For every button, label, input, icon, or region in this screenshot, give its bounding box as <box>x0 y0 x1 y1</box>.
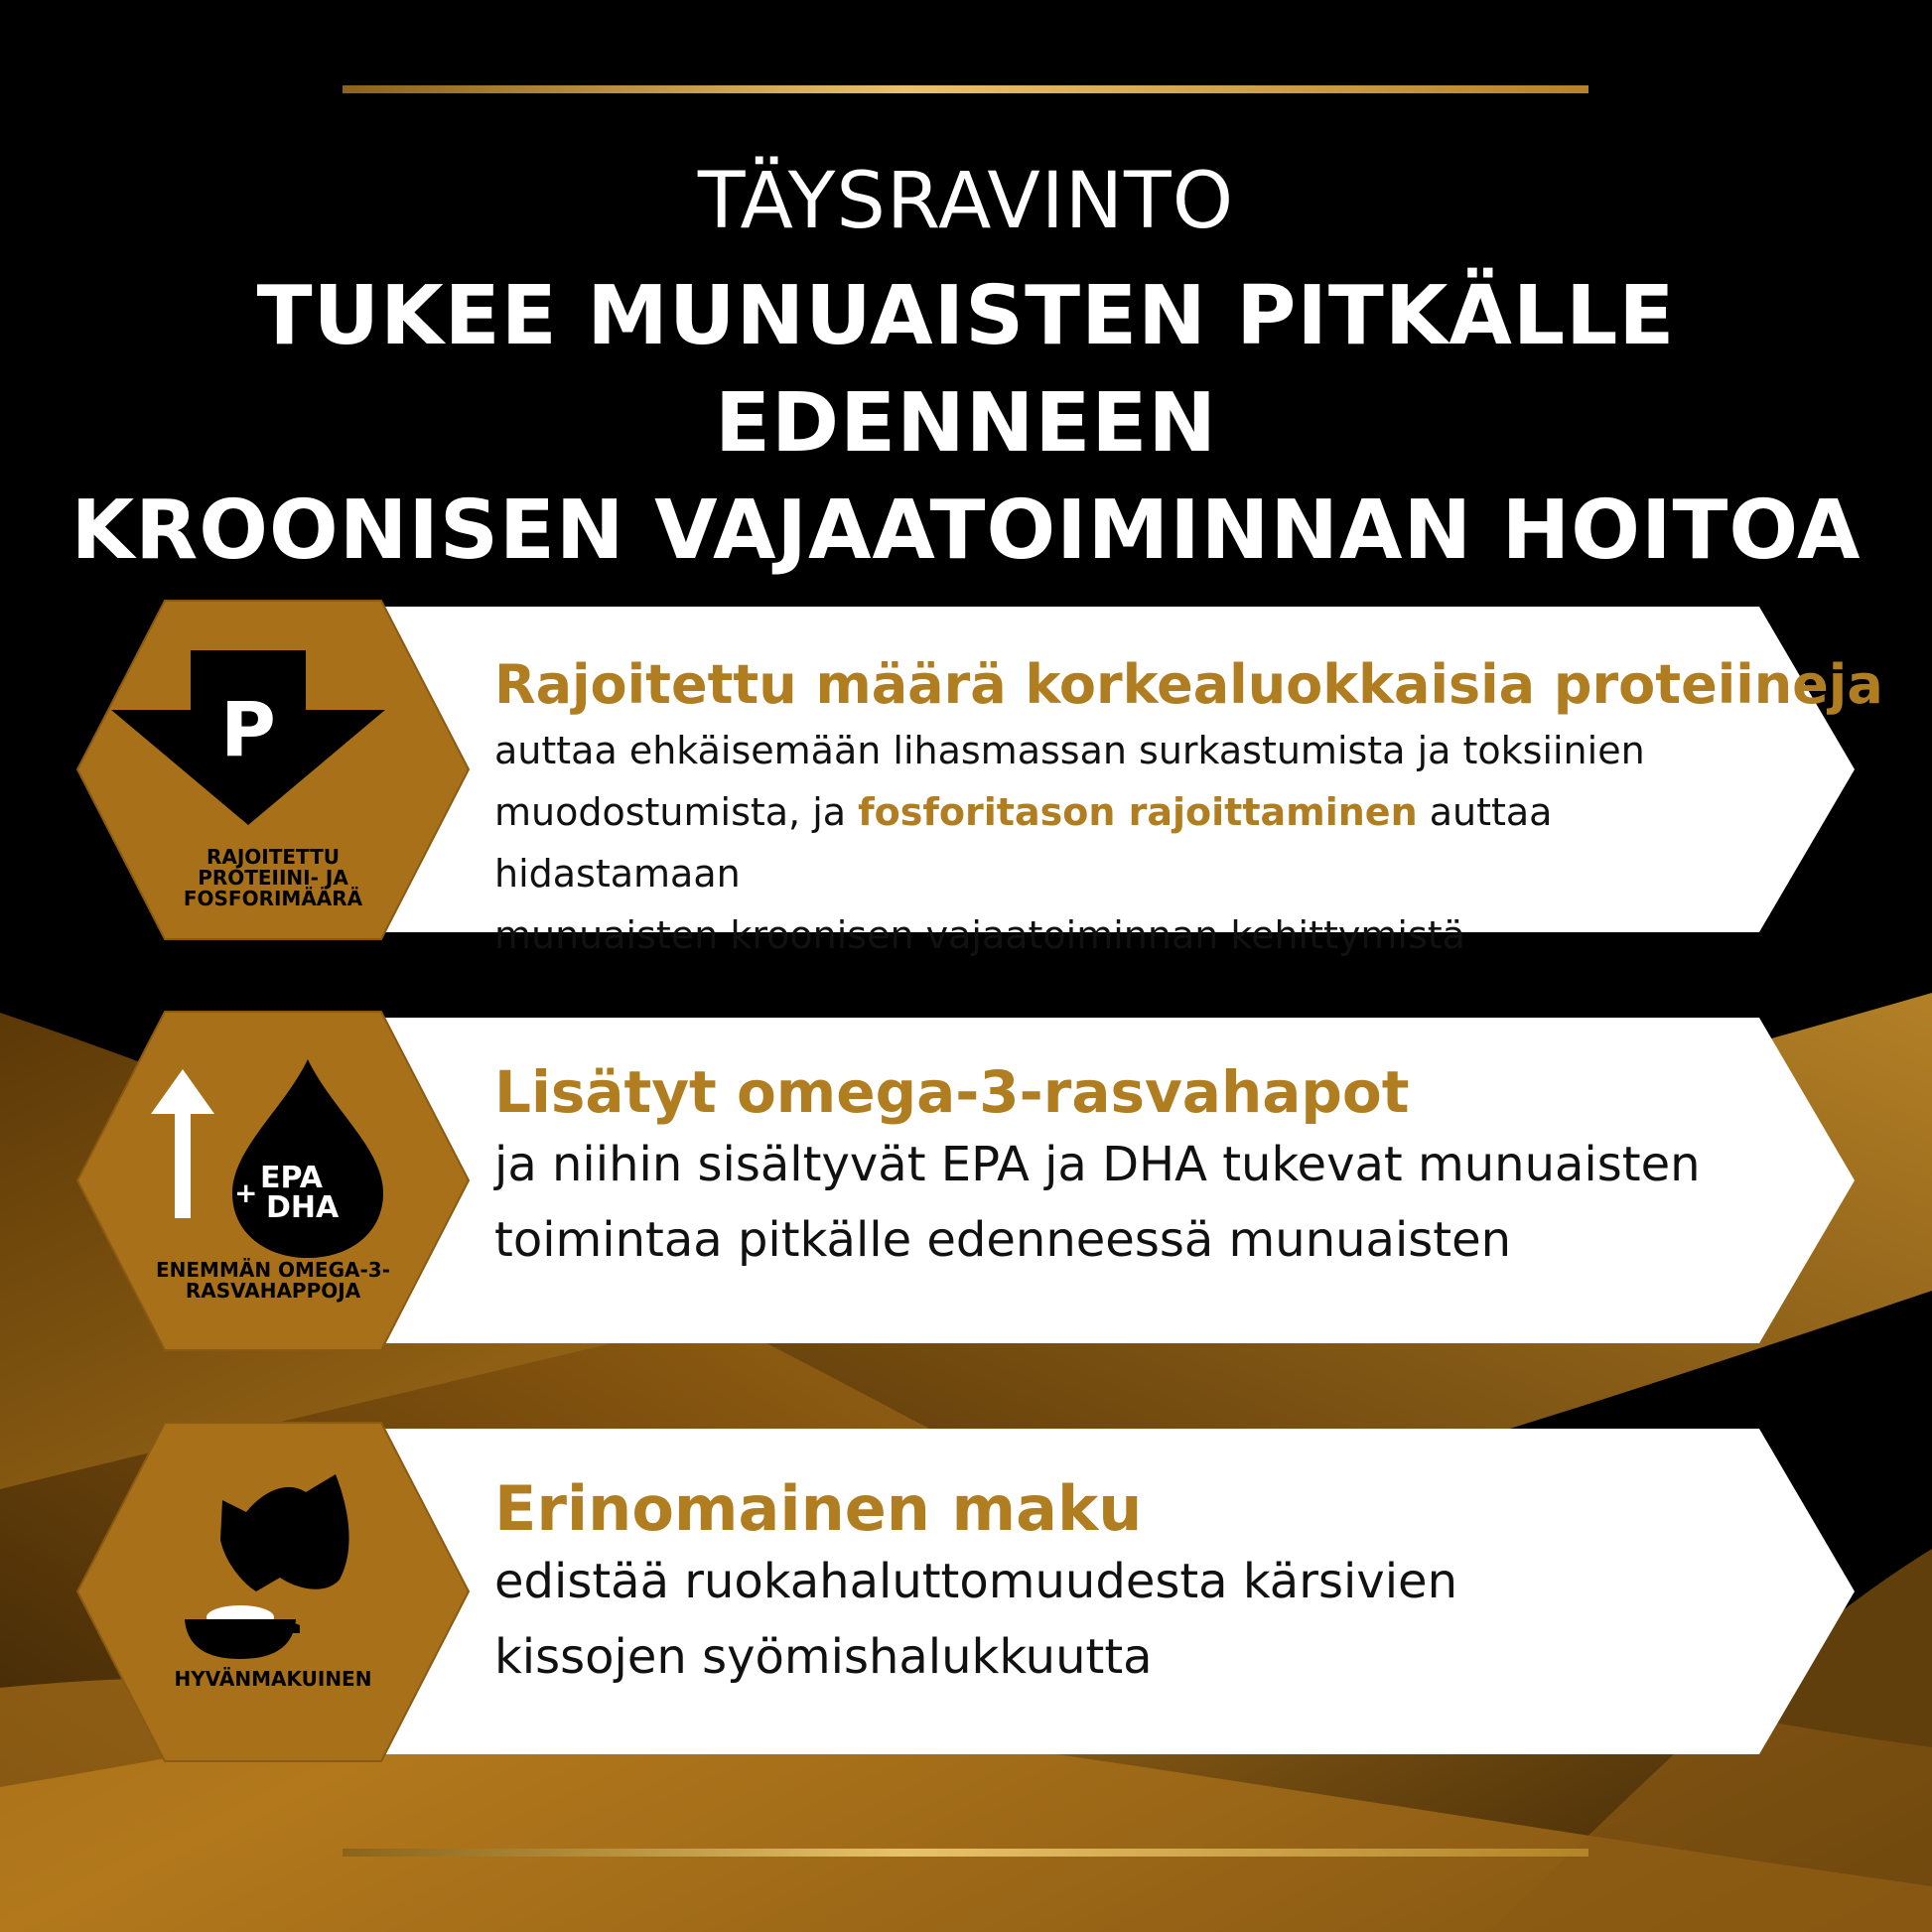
badge-label: HYVÄNMAKUINEN <box>174 1667 372 1691</box>
bottom-gold-rule <box>343 1849 1588 1857</box>
card-text <box>494 650 1883 966</box>
hexagon-badge <box>75 599 471 941</box>
omega-dha: DHA <box>266 1190 340 1225</box>
card-heading: Erinomainen maku <box>494 1472 1143 1545</box>
omega-epa: EPA <box>260 1161 323 1195</box>
title-line-1: TÄYSRAVINTO <box>697 157 1235 246</box>
title-line-3: KROONISEN VAJAATOIMINNAN HOITOA <box>70 483 1862 578</box>
omega-plus: + <box>234 1176 258 1209</box>
badge-label: RAJOITETTU PROTEIINI- JA FOSFORIMÄÄRÄ <box>183 845 363 910</box>
benefit-card-taste <box>0 1421 1932 1763</box>
hexagon-badge <box>75 1421 471 1763</box>
hexagon-badge <box>75 1010 471 1352</box>
phosphorus-letter: P <box>220 685 276 773</box>
card-body-line-2: kissojen syömishalukkuutta <box>494 1629 1153 1685</box>
card-body-line-1: ja niihin sisältyvät EPA ja DHA tukevat munuaisten <box>494 1137 1701 1192</box>
highlight-phosphorus: fosforitason rajoittaminen <box>858 790 1418 834</box>
card-body-line-3: munuaisten kroonisen vajaatoiminnan kehittymistä <box>494 913 1465 957</box>
benefit-card-protein <box>0 599 1932 957</box>
card-body-line-1: auttaa ehkäisemään lihasmassan surkastumista ja toksiinien <box>494 729 1645 772</box>
benefit-card-omega3 <box>0 1010 1932 1352</box>
card-text <box>494 1474 1805 1695</box>
card-body-line-1: edistää ruokahaluttomuudesta kärsivien <box>494 1554 1457 1609</box>
card-body-line-2: muodostumista, ja fosforitason rajoittaminen auttaa hidastamaan <box>494 790 1553 896</box>
card-text <box>494 1057 1805 1278</box>
badge-label: ENEMMÄN OMEGA-3- RASVAHAPPOJA <box>155 1258 391 1303</box>
main-title <box>0 263 1932 585</box>
card-body-line-2: toimintaa pitkälle edenneessä munuaisten <box>494 1212 1512 1268</box>
top-gold-rule <box>343 85 1588 93</box>
card-heading: Lisätyt omega-3-rasvahapot <box>494 1058 1410 1126</box>
card-heading: Rajoitettu määrä korkealuokkaisia proteiineja <box>494 653 1883 716</box>
title-line-2: TUKEE MUNUAISTEN PITKÄLLE EDENNEEN <box>256 269 1676 471</box>
